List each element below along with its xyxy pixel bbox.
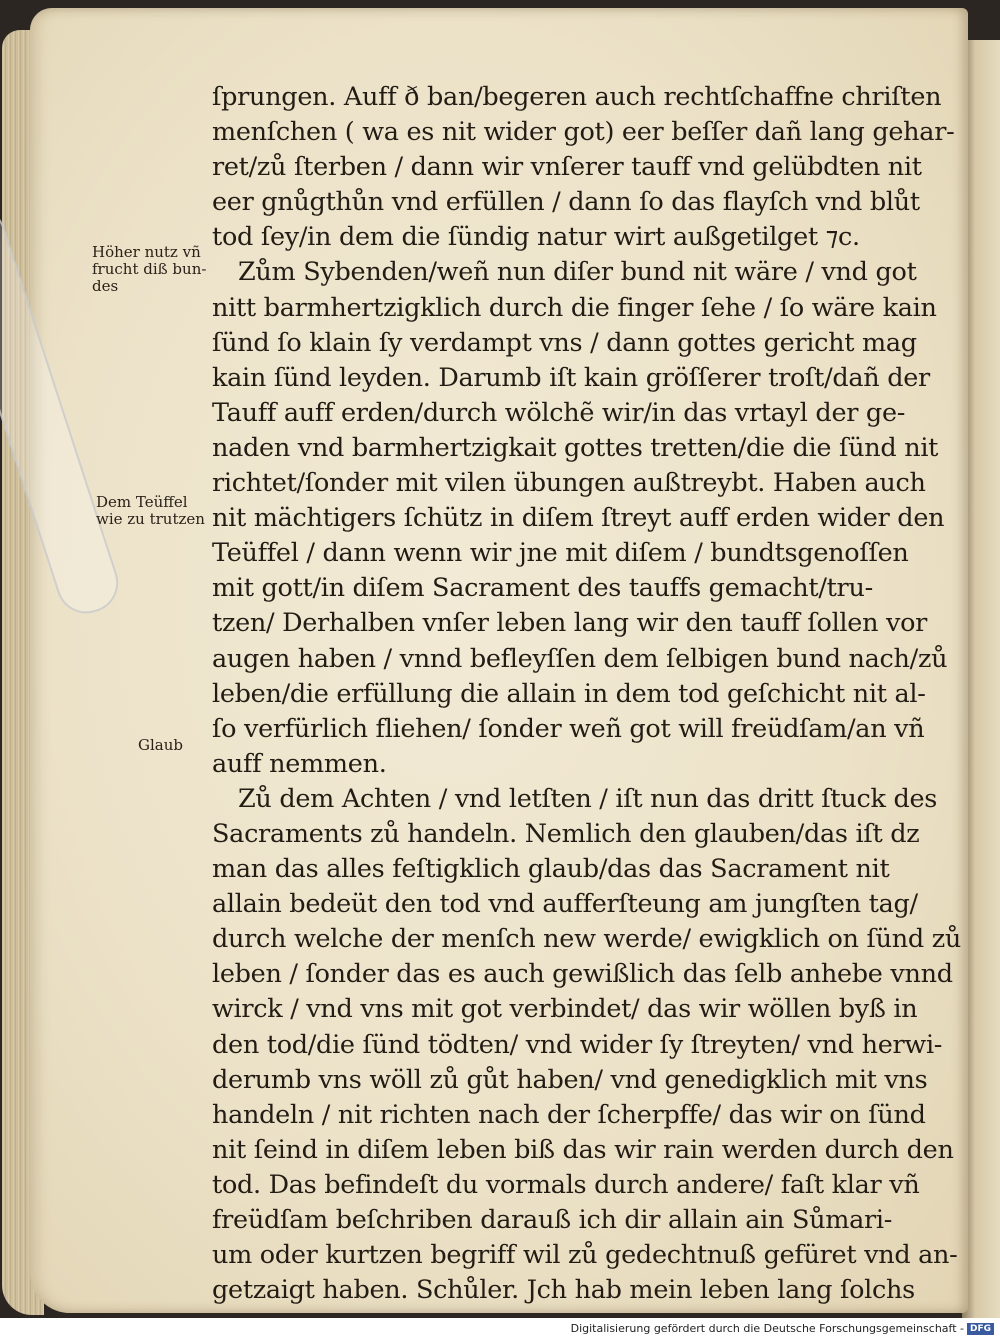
main-text-block (212, 80, 961, 1308)
text-line: augen haben / vnnd befleyſſen dem ſelbigen bund nach/zů (212, 643, 948, 674)
text-line: Zů dem Achten / vnd letſten / iſt nun das dritt ſtuck des (238, 783, 938, 814)
dfg-logo: DFG (967, 1323, 994, 1335)
text-line: mit gott/in diſem Sacrament des tauffs gemacht/tru- (212, 573, 873, 604)
text-line: allain bedeüt den tod vnd aufferſteung am jungſten tag/ (212, 889, 918, 920)
text-line: tod ſey/in dem die ſündig natur wirt außgetilget ⁊c. (212, 222, 860, 253)
text-line: derumb vns wöll zů gůt haben/ vnd genedigklich mit vns (212, 1064, 928, 1095)
text-line: auff nemmen. (212, 748, 387, 779)
text-line: tzen/ Derhalben vnſer leben lang wir den tauff ſollen vor (212, 608, 928, 639)
marginal-note-line: des (92, 277, 119, 295)
digitization-credit (571, 1322, 994, 1335)
text-line: menſchen ( wa es nit wider got) eer beſſer dañ lang gehar- (212, 117, 955, 148)
text-line: leben / ſonder das es auch gewißlich das ſelb anhebe vnnd (212, 959, 953, 990)
text-line: Teüffel / dann wenn wir jne mit diſem / bundtsgenoſſen (212, 538, 909, 569)
credit-text: Digitalisierung gefördert durch die Deutsche Forschungsgemeinschaft - (570, 1322, 964, 1335)
text-line: nit mächtigers ſchütz in diſem ſtreyt auff erden wider den (212, 503, 945, 534)
text-line: freüdſam beſchriben darauß ich dir allain ain Sůmari- (212, 1205, 893, 1235)
text-line: Sacraments zů handeln. Nemlich den glauben/das iſt dz (212, 818, 920, 849)
marginal-note-line: frucht diß bun- (92, 260, 207, 278)
text-line: ret/zů ſterben / dann wir vnſerer tauff vnd gelübdten nit (212, 152, 922, 183)
text-line: kain ſünd leyden. Darumb iſt kain gröſſerer troſt/dañ der (212, 362, 930, 393)
marginal-note-devil (96, 494, 205, 528)
marginal-note-line: Dem Teüffel (96, 493, 188, 511)
text-line: nitt barmhertzigklich durch die finger ſehe / ſo wäre kain (212, 292, 937, 323)
text-line: Tauff auff erden/durch wölchẽ wir/in das vrtayl der ge- (212, 397, 906, 428)
text-line: den tod/die ſünd tödten/ vnd wider ſy ſtreyten/ vnd herwi- (212, 1029, 943, 1060)
text-line: ſünd ſo klain ſy verdampt vns / dann gottes gericht mag (212, 327, 917, 358)
marginal-note-line: wie zu trutzen (96, 510, 205, 528)
text-line: man das alles feſtigklich glaub/das das Sacrament nit (212, 854, 890, 885)
marginal-note-faith (138, 737, 183, 754)
text-line: leben/die erfüllung die allain in dem tod geſchicht nit al- (212, 678, 926, 709)
text-line: Zům Sybenden/weñ nun diſer bund nit wäre / vnd got (238, 257, 917, 288)
text-line: ſo verfürlich fliehen/ ſonder weñ got will freüdſam/an vñ (212, 713, 925, 744)
text-line: nit ſeind in diſem leben biß das wir rain werden durch den (212, 1134, 954, 1165)
text-line: getzaigt haben. Schůler. Jch hab mein leben lang ſolchs (212, 1275, 915, 1306)
marginal-note-line: Höher nutz vñ (92, 243, 201, 261)
text-line: handeln / nit richten nach der ſcherpffe/ das wir on ſünd (212, 1099, 926, 1130)
text-line: eer gnůgthůn vnd erfüllen / dann ſo das flayſch vnd blůt (212, 187, 920, 218)
text-line: richtet/ſonder mit vilen übungen außtreybt. Haben auch (212, 468, 926, 499)
text-line: durch welche der menſch new werde/ ewigklich on ſünd zů (212, 924, 961, 955)
text-line: ſprungen. Auff ð ban/begeren auch rechtſchaffne chriſten (212, 82, 942, 112)
marginal-note-benefit (92, 244, 206, 295)
text-line: wirck / vnd vns mit got verbindet/ das wir wöllen byß in (212, 994, 918, 1025)
text-line: naden vnd barmhertzigkait gottes tretten/die die ſünd nit (212, 432, 939, 463)
text-line: tod. Das befindeſt du vormals durch andere/ faſt klar vñ (212, 1169, 920, 1200)
text-line: um oder kurtzen begriff wil zů gedechtnuß gefüret vnd an- (212, 1240, 958, 1271)
marginal-note-line: Glaub (138, 736, 183, 754)
